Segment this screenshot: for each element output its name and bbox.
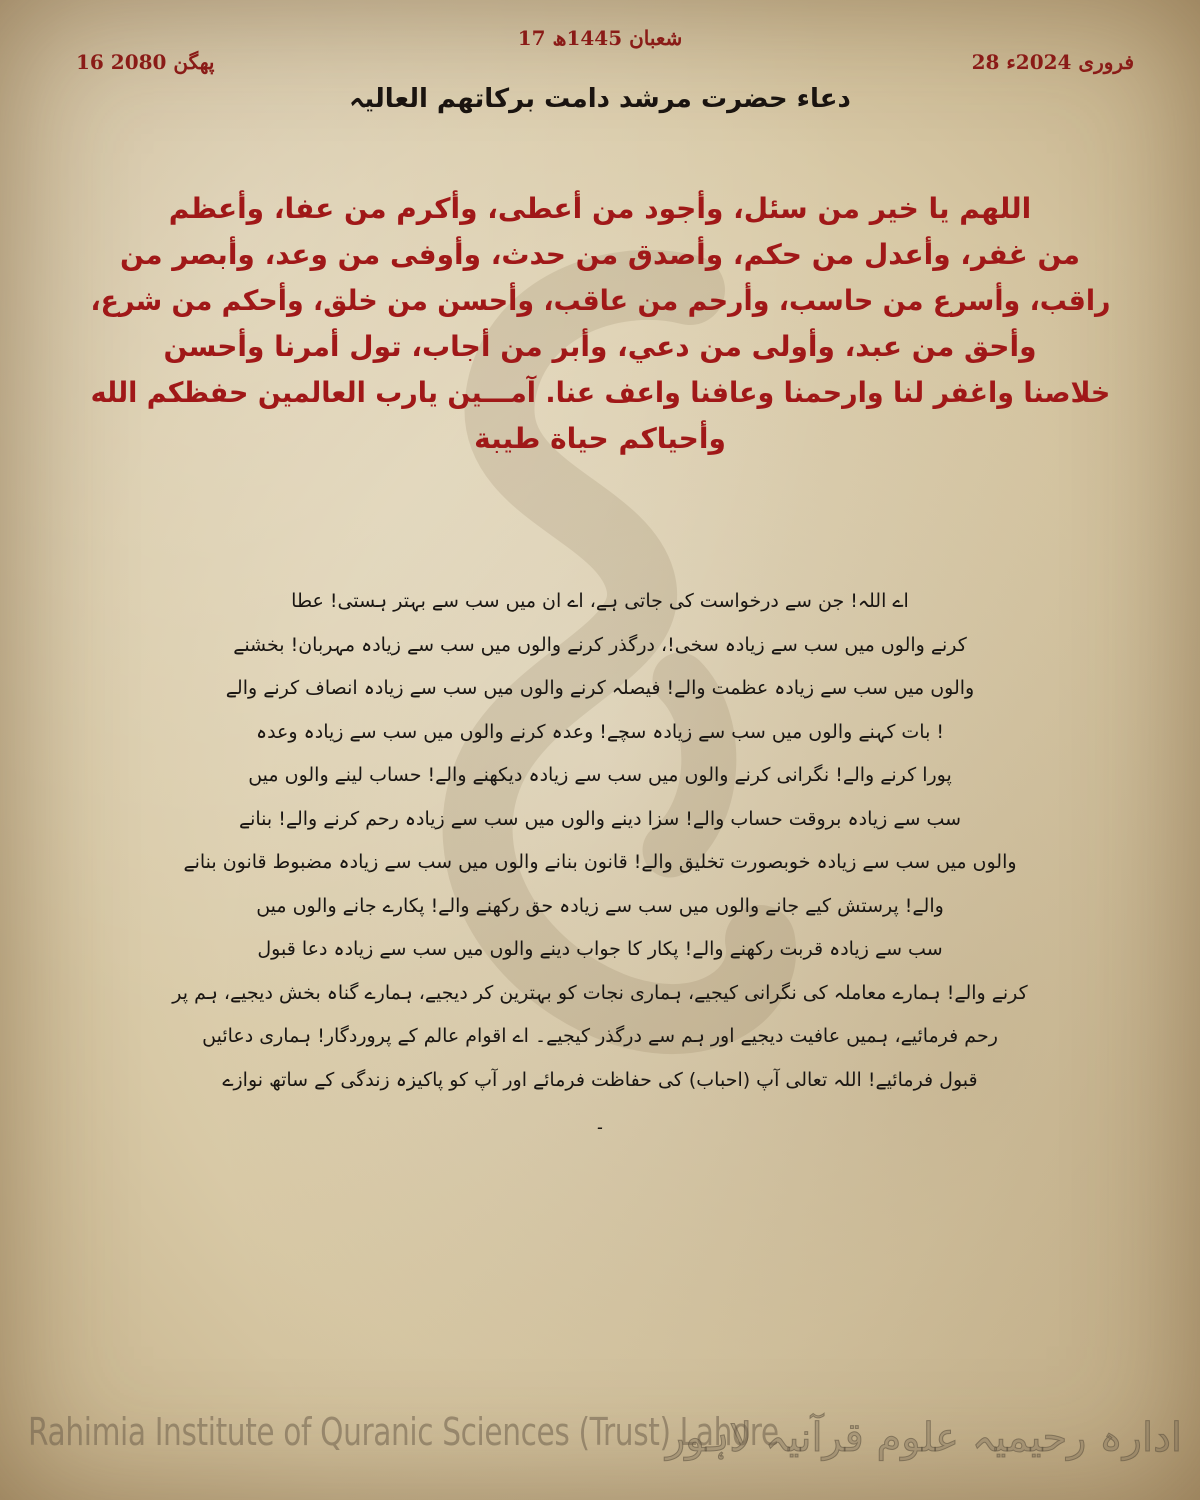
urdu-line: رحم فرمائیے، ہمیں عافیت دیجیے اور ہم سے درگذر کیجیے۔ اے اقوام عالم کے پروردگار! ہماری دعائیں: [202, 1025, 998, 1047]
urdu-line: ! بات کہنے والوں میں سب سے زیادہ سچے! وعدہ کرنے والوں میں سب سے زیادہ وعدہ: [255, 720, 945, 743]
urdu-line: پورا کرنے والے! نگرانی کرنے والوں میں سب سے زیادہ دیکھنے والے! حساب لینے والوں میں: [248, 764, 952, 786]
urdu-line: کرنے والے! ہمارے معاملہ کی نگرانی کیجیے، ہماری نجات کو بہترین کر دیجیے، ہمارے گناہ بخش دیجیے، ہم پر: [172, 981, 1028, 1004]
arabic-line: وأحياكم حياة طيبة: [474, 422, 726, 455]
footer: [0, 1400, 1200, 1480]
arabic-line: خلاصنا واغفر لنا وارحمنا وعافنا واعف عنا. آمـــين يارب العالمين حفظكم الله: [90, 376, 1110, 409]
urdu-line: والے! پرستش کیے جانے والوں میں سب سے زیادہ حق رکھنے والے! پکارے جانے والوں میں: [256, 894, 944, 917]
arabic-prayer: [90, 186, 1110, 462]
institute-logo-calligraphy: [665, 1400, 1182, 1476]
urdu-translation: [150, 580, 1050, 1146]
date-islamic: 17 شعبان 1445ھ: [517, 26, 683, 50]
arabic-line: من غفر، وأعدل من حكم، وأصدق من حدث، وأوفى من وعد، وأبصر من: [120, 238, 1080, 271]
urdu-line: والوں میں سب سے زیادہ عظمت والے! فیصلہ کرنے والوں میں سب سے زیادہ انصاف کرنے والے: [225, 677, 975, 699]
arabic-line: اللهم يا خير من سئل، وأجود من أعطى، وأكرم من عفا، وأعظم: [168, 192, 1032, 225]
date-gregorian: 28 فروری 2024ء: [971, 50, 1134, 74]
page-title: دعاء حضرت مرشد دامت برکاتھم العالیہ: [349, 84, 851, 114]
urdu-line: سب سے زیادہ قربت رکھنے والے! پکار کا جواب دینے والوں میں سب سے زیادہ دعا قبول: [257, 938, 943, 960]
institute-name-urdu: ادارہ رحیمیہ علوم قرآنیہ لاہور: [665, 1415, 1182, 1461]
urdu-line: اے اللہ! جن سے درخواست کی جاتی ہے، اے ان میں سب سے بہتر ہستی! عطا: [291, 590, 909, 612]
urdu-line: ۔: [594, 1112, 606, 1134]
arabic-line: راقب، وأسرع من حاسب، وأرحم من عاقب، وأحسن من خلق، وأحكم من شرع،: [89, 284, 1110, 317]
institute-name-english: Rahimia Institute of Quranic Sciences (Trust) Lahore: [28, 1410, 779, 1454]
urdu-line: سب سے زیادہ بروقت حساب والے! سزا دینے والوں میں سب سے زیادہ رحم کرنے والے! بنانے: [238, 807, 962, 830]
urdu-line: قبول فرمائیے! اللہ تعالی آپ (احباب) کی حفاظت فرمائے اور آپ کو پاکیزہ زندگی کے ساتھ نوازے: [222, 1068, 978, 1091]
date-bikrami: 16 پھگن 2080: [76, 50, 215, 74]
urdu-line: والوں میں سب سے زیادہ خوبصورت تخلیق والے! قانون بنانے والوں میں سب سے زیادہ مضبوط قانون بنانے: [183, 851, 1017, 873]
urdu-line: کرنے والوں میں سب سے زیادہ سخی!، درگذر کرنے والوں میں سب سے زیادہ مہربان! بخشنے: [233, 633, 967, 656]
arabic-line: وأحق من عبد، وأولى من دعي، وأبر من أجاب، تول أمرنا وأحسن: [163, 330, 1037, 363]
